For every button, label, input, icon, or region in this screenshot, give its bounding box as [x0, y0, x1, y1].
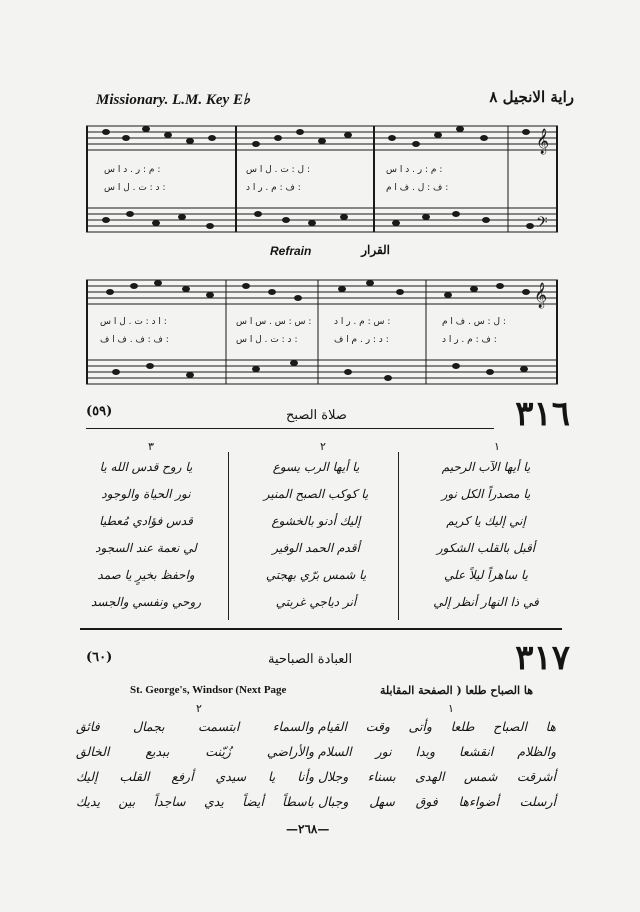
verse-line: يا كوكب الصبح المنير [263, 487, 369, 501]
column-number: ٢ [320, 440, 326, 453]
verse-line: أرسلت أضواءها فوق سهل وجبال [318, 794, 556, 809]
refrain-arabic: القرار [361, 243, 390, 257]
verse-line: يا شمس برّي بهجتي [265, 568, 367, 582]
column-number: ٢ [196, 702, 202, 715]
verse-line: يا روح قدس الله يا [99, 460, 193, 474]
column-number: ٣ [148, 440, 154, 453]
verse-column-3 [66, 454, 226, 616]
refrain-label [270, 244, 390, 258]
hymnbook-header: راية الانجيل ٨ [489, 88, 574, 106]
tune-name: St. George's, Windsor (Next Page [130, 684, 287, 696]
svg-text:ا د : ت . ل ا س :: ا د : ت . ل ا س : [100, 317, 167, 327]
refrain-english: Refrain [270, 244, 312, 258]
music-score-top [86, 112, 558, 242]
verse-line: إليك أدنو بالخشوع [271, 514, 361, 528]
verse-line: والظلام انقشعا وبدا نور السلام [318, 744, 556, 759]
verse-column-1 [406, 454, 566, 616]
verse-line: والسماء ابتسمت بجمال فائق [76, 719, 314, 734]
svg-text:م : ر . د ا س :: م : ر . د ا س : [386, 165, 443, 175]
svg-text:د : ت . ل ا س :: د : ت . ل ا س : [236, 335, 298, 345]
hymn-title-317: العبادة الصباحية [268, 652, 353, 667]
svg-text:𝄞: 𝄞 [534, 283, 548, 308]
verse-column-2 [236, 454, 396, 616]
verse-line: يا أيها الرب يسوع [272, 460, 360, 474]
verse-line: واحفظ بخيرٍ يا صمد [97, 568, 195, 582]
verse-line: وأنا يا سيدي أرفع القلب إليك [76, 769, 314, 784]
tune-header: Missionary. L.M. Key E♭ [96, 92, 251, 108]
verse-line: لي نعمة عند السجود [95, 541, 197, 555]
svg-text:د : ر . م ا ف :: د : ر . م ا ف : [334, 335, 389, 345]
svg-text:ف : م . ر ا د :: ف : م . ر ا د : [442, 335, 497, 345]
verse-line: والأراضي زُيّنت ببديع الخالق [76, 744, 314, 759]
column-number: ١ [494, 440, 500, 453]
title-rule [86, 428, 494, 429]
verse-line: أنر دياجي غربتي [275, 595, 357, 609]
verse-line: يا ساهراً ليلاً علي [443, 568, 528, 582]
svg-text:س : م . ر ا د :: س : م . ر ا د : [334, 317, 391, 327]
svg-text:م : ر . د ا س :: م : ر . د ا س : [104, 165, 161, 175]
svg-text:ف : م . ر ا د :: ف : م . ر ا د : [246, 183, 301, 193]
column-number: ١ [448, 702, 454, 715]
verse-line: إني إليك يا كريم [446, 514, 526, 528]
column-divider [398, 452, 399, 620]
verse-column-right [318, 714, 556, 814]
verse-line: باسطاً أيضاً يدي ساجداً بين يديك [76, 794, 314, 809]
verse-column-left [76, 714, 314, 814]
hymn-title-316: صلاة الصبح [286, 408, 347, 423]
svg-text:𝄞: 𝄞 [536, 129, 550, 154]
verse-line: ها الصباح طلعا وأتى وقت القيام [318, 719, 556, 734]
svg-text:د : ت . ل ا س :: د : ت . ل ا س : [104, 183, 166, 193]
verse-line: أشرقت شمس الهدى بسناء وجلال [318, 769, 556, 784]
svg-text:ف : ف . ف ا ف :: ف : ف . ف ا ف : [100, 335, 169, 345]
svg-text:س : س . س ا س :: س : س . س ا س : [236, 317, 312, 327]
hymn-number-316: ٣١٦ [515, 394, 570, 434]
page-reference-316: (٥٩) [86, 404, 113, 419]
column-divider [228, 452, 229, 620]
music-score-refrain [86, 262, 558, 392]
verse-line: روحي ونفسي والجسد [90, 595, 202, 609]
svg-text:ف : ل . ف ا م :: ف : ل . ف ا م : [386, 183, 449, 193]
svg-text:𝄢: 𝄢 [536, 214, 548, 235]
verse-line: يا أيها الآب الرحيم [441, 460, 531, 474]
tune-name-arabic: ها الصباح طلعا ( الصفحة المقابلة [380, 684, 534, 697]
page-number: —٢٦٨— [286, 822, 330, 836]
page-reference-317: (٦٠) [86, 650, 113, 665]
svg-text:ل : س . ف ا م :: ل : س . ف ا م : [442, 317, 506, 327]
hymn-number-317: ٣١٧ [515, 638, 570, 678]
verse-line: أقبل بالقلب الشكور [436, 541, 536, 555]
verse-line: قدس فؤادي مُعطيا [99, 514, 193, 528]
svg-text:ل : ت . ل ا س :: ل : ت . ل ا س : [246, 165, 311, 175]
verse-line: نور الحياة والوجود [101, 487, 191, 501]
section-divider [80, 628, 562, 630]
verse-line: أقدم الحمد الوفير [272, 541, 360, 555]
verse-line: في ذا النهار أنظر إلي [433, 595, 539, 609]
verse-line: يا مصدراً الكل نور [441, 487, 531, 501]
